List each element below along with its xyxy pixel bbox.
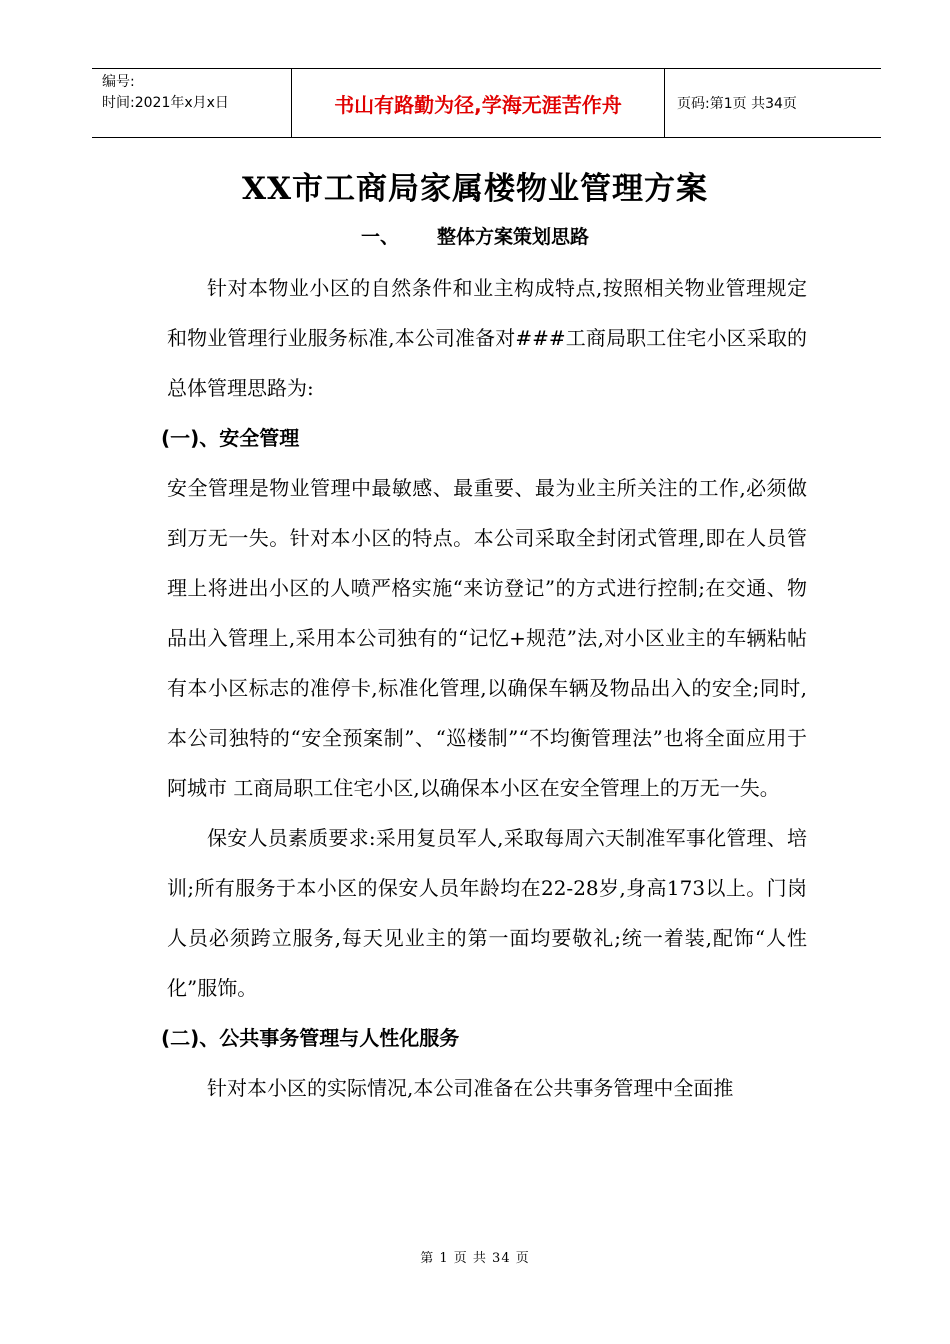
paragraph-public-affairs: 针对本小区的实际情况,本公司准备在公共事务管理中全面推 — [207, 1076, 734, 1100]
section-heading-1 — [0, 222, 950, 249]
header-motto: 书山有路勤为径,学海无涯苦作舟 — [292, 69, 665, 137]
document-body — [161, 263, 807, 1113]
document-header — [92, 68, 881, 138]
paragraph-intro: 针对本物业小区的自然条件和业主构成特点,按照相关物业管理规定和物业管理行业服务标准,本公司准备对###工商局职工住宅小区采取的总体管理思路为: — [167, 276, 807, 400]
header-meta-cell — [92, 69, 292, 137]
section-title: 整体方案策划思路 — [437, 226, 590, 248]
subsection-heading-safety: (一)、安全管理 — [161, 426, 300, 450]
header-page-label: 页码:第1页 共34页 — [677, 96, 797, 112]
section-number: 一、 — [360, 226, 399, 248]
subsection-heading-public-affairs: (二)、公共事务管理与人性化服务 — [161, 1026, 460, 1050]
document-title: XX市工商局家属楼物业管理方案 — [241, 171, 709, 207]
page-footer: 第 1 页 共 34 页 — [420, 1251, 530, 1266]
time-label: 时间:2021年x月x日 — [102, 95, 229, 111]
paragraph-guard-requirements: 保安人员素质要求:采用复员军人,采取每周六天制准军事化管理、培训;所有服务于本小区的保安人员年龄均在22-28岁,身高173以上。门岗人员必须跨立服务,每天见业主的第一面均要敬礼;统一着装,配饰“人性化”服饰。 — [167, 826, 807, 1000]
number-label: 编号: — [102, 74, 135, 90]
paragraph-safety: 安全管理是物业管理中最敏感、最重要、最为业主所关注的工作,必须做到万无一失。针对本小区的特点。本公司采取全封闭式管理,即在人员管理上将进出小区的人喷严格实施“来访登记”的方式进行控制;在交通、物品出入管理上,采用本公司独有的“记忆+规范”法,对小区业主的车辆粘帖有本小区标志的准停卡,标准化管理,以确保车辆及物品出入的安全;同时,本公司独特的“安全预案制”、“巡楼制”“不均衡管理法”也将全面应用于阿城市 工商局职工住宅小区,以确保本小区在安全管理上的万无一失。 — [167, 476, 807, 800]
